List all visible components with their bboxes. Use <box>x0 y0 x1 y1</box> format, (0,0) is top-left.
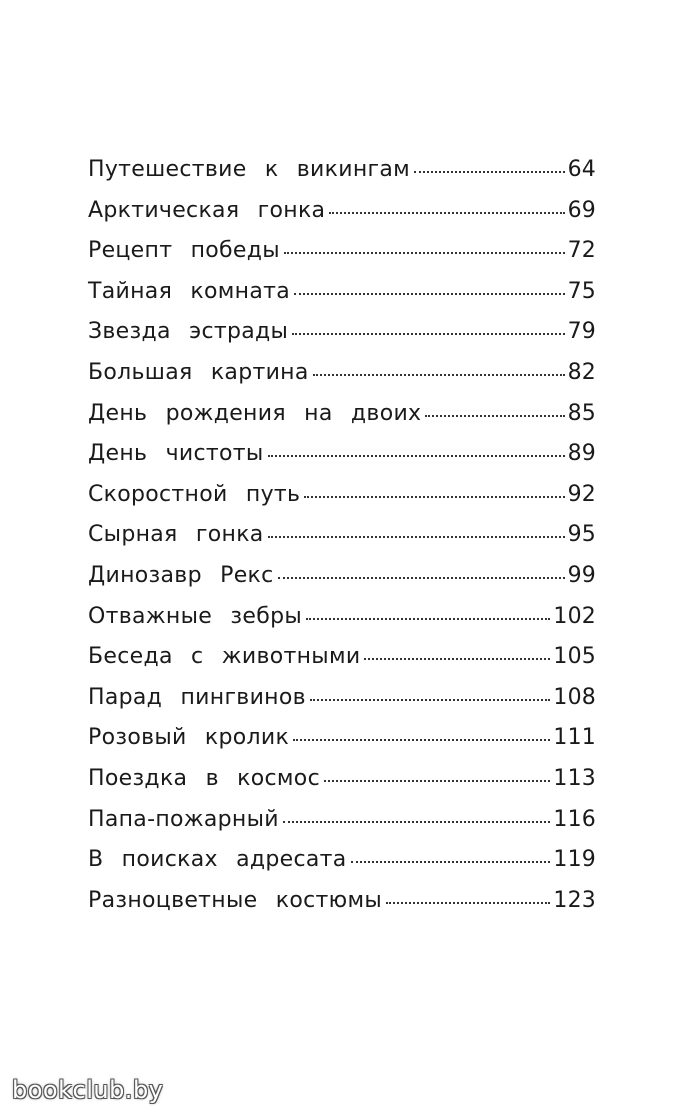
toc-leader-dots <box>283 819 551 823</box>
toc-entry-page: 89 <box>567 441 596 467</box>
toc-entry-page: 123 <box>553 887 596 913</box>
toc-entry-title: Арктическая гонка <box>88 197 326 223</box>
toc-entry <box>88 637 596 678</box>
toc-leader-dots <box>306 616 550 620</box>
toc-entry-page: 92 <box>567 481 596 507</box>
toc-leader-dots <box>386 900 550 904</box>
toc-entry <box>88 191 596 232</box>
toc-leader-dots <box>310 697 551 701</box>
toc-entry-title: Большая картина <box>88 359 309 385</box>
toc-entry-page: 116 <box>553 806 596 832</box>
toc-entry-title: Парад пингвинов <box>88 684 306 710</box>
toc-entry-title: Путешествие к викингам <box>88 157 411 182</box>
toc-entry-page: 111 <box>553 725 596 751</box>
toc-entry <box>88 272 596 313</box>
toc-entry <box>88 312 596 353</box>
toc-leader-dots <box>364 656 550 660</box>
toc-entry <box>88 231 596 272</box>
toc-entry <box>88 556 596 597</box>
toc-leader-dots <box>292 331 564 335</box>
toc-entry-title: Динозавр Рекс <box>88 562 274 588</box>
toc-entry <box>88 394 596 435</box>
toc-entry-page: 64 <box>567 157 596 182</box>
toc-entry-page: 108 <box>553 684 596 710</box>
toc-entry-page: 75 <box>567 278 596 304</box>
toc-entry-page: 79 <box>567 319 596 345</box>
toc-entry-page: 95 <box>567 522 596 548</box>
toc-leader-dots <box>284 250 565 254</box>
toc-entry-page: 85 <box>567 400 596 426</box>
toc-leader-dots <box>351 859 551 863</box>
toc-leader-dots <box>324 778 550 782</box>
toc-entry-title: Поездка в космос <box>88 765 320 791</box>
toc-entry-title: Отважные зебры <box>88 603 303 629</box>
toc-entry <box>88 597 596 638</box>
toc-leader-dots <box>425 413 564 417</box>
toc-leader-dots <box>329 210 564 214</box>
toc-entry <box>88 718 596 759</box>
toc-leader-dots <box>294 291 565 295</box>
toc-entry-title: Сырная гонка <box>88 522 264 548</box>
toc-entry-title: Звезда эстрады <box>88 319 289 345</box>
toc-entry <box>88 840 596 881</box>
toc-leader-dots <box>414 169 565 173</box>
toc-entry-title: Тайная комната <box>88 278 291 304</box>
site-watermark: bookclub.by <box>12 1076 164 1104</box>
toc-entry <box>88 353 596 394</box>
toc-entry-title: Беседа с животными <box>88 644 361 670</box>
toc-entry <box>88 434 596 475</box>
toc-entry-title: Папа-пожарный <box>88 806 279 832</box>
toc-entry <box>88 678 596 719</box>
toc-entry-page: 105 <box>553 644 596 670</box>
toc-entry <box>88 881 596 922</box>
toc-entry-page: 82 <box>567 359 596 385</box>
toc-entry-title: Скоростной путь <box>88 481 301 507</box>
toc-leader-dots <box>268 453 565 457</box>
toc-entry-page: 102 <box>553 603 596 629</box>
toc-entry <box>88 150 596 191</box>
toc-entry-title: Рецепт победы <box>88 238 280 264</box>
toc-entry-title: Розовый кролик <box>88 725 290 751</box>
toc-entry <box>88 515 596 556</box>
toc-entry-title: День рождения на двоих <box>88 400 422 426</box>
toc-entry-page: 119 <box>553 847 596 873</box>
toc-leader-dots <box>304 494 564 498</box>
toc-entry-title: В поисках адресата <box>88 847 347 873</box>
toc-leader-dots <box>313 372 565 376</box>
toc-entry <box>88 475 596 516</box>
toc-entry-page: 69 <box>567 197 596 223</box>
toc-leader-dots <box>278 575 565 579</box>
toc-entry-page: 113 <box>553 765 596 791</box>
toc-entry <box>88 759 596 800</box>
toc-entry-title: Разноцветные костюмы <box>88 887 383 913</box>
toc-entry-page: 72 <box>567 238 596 264</box>
table-of-contents <box>88 150 596 921</box>
toc-entry <box>88 800 596 841</box>
toc-leader-dots <box>268 534 565 538</box>
toc-leader-dots <box>293 737 550 741</box>
toc-entry-page: 99 <box>567 562 596 588</box>
toc-entry-title: День чистоты <box>88 441 264 467</box>
